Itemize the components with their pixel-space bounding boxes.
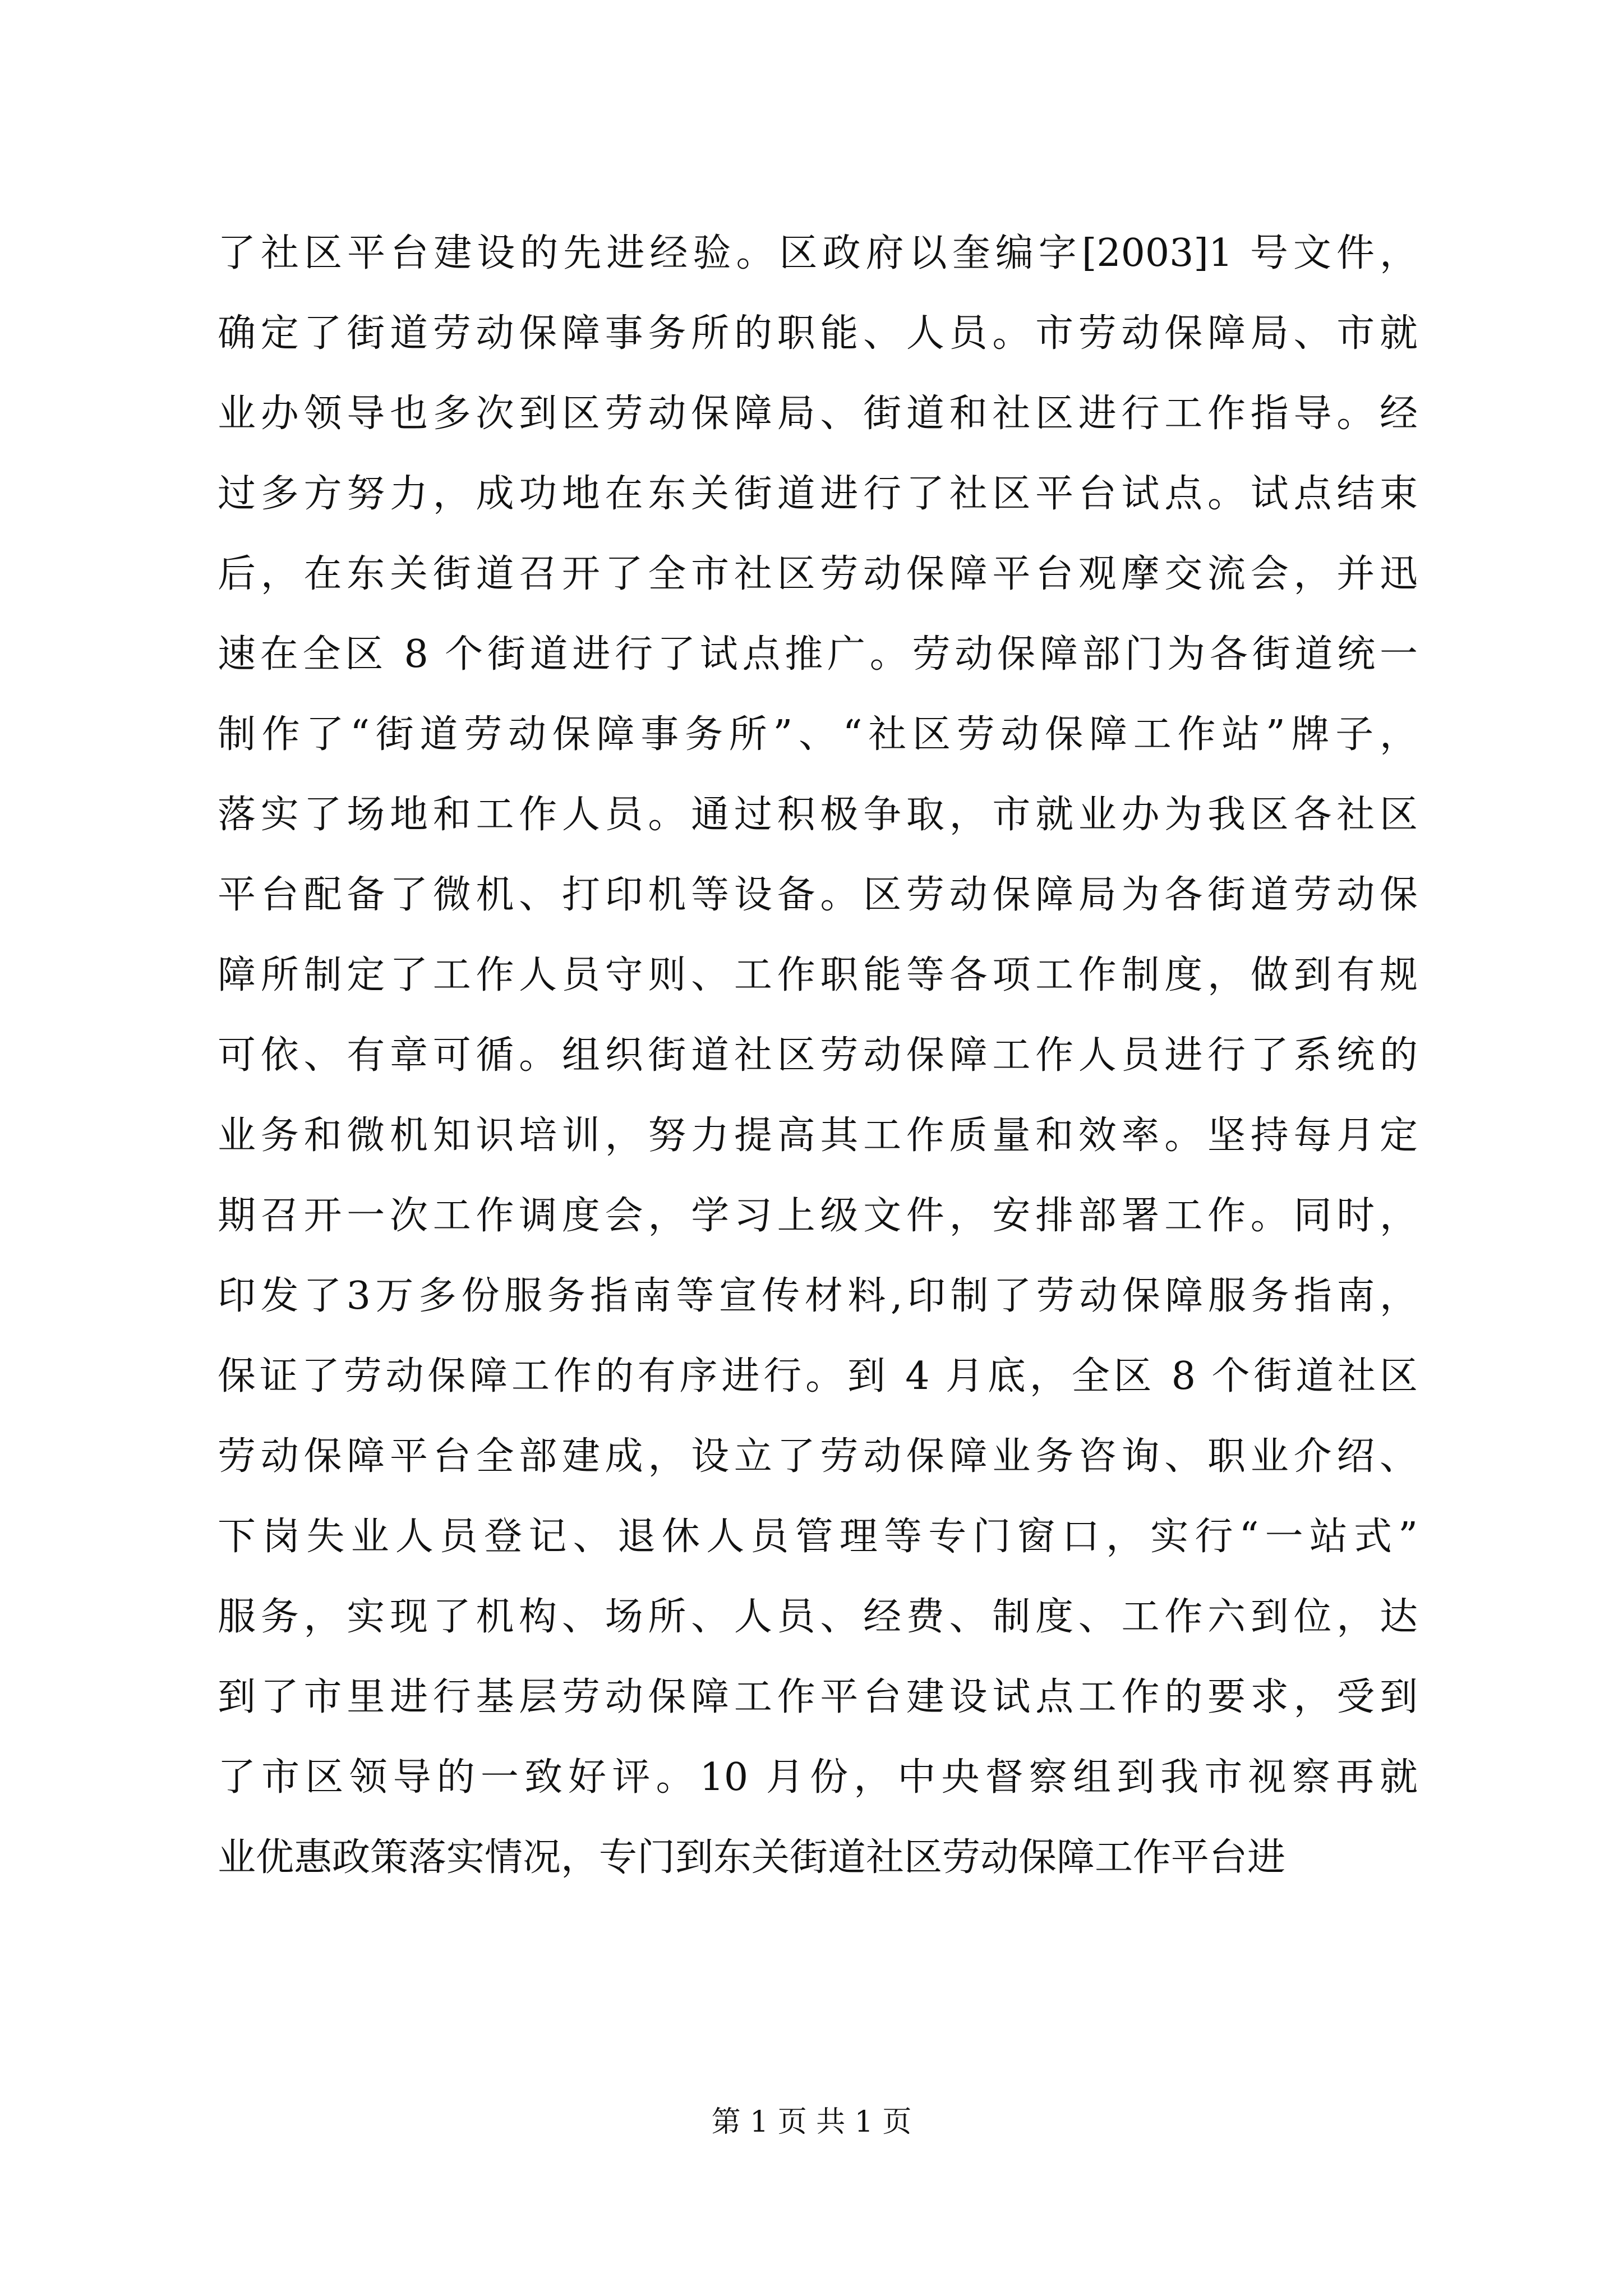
- text-line-13: 期召开一次工作调度会，学习上级文件，安排部署工作。同时，: [218, 1194, 1418, 1238]
- text-line-3: 业办领导也多次到区劳动保障局、街道和社区进行工作指导。经: [218, 392, 1418, 436]
- text-line-5: 后，在东关街道召开了全市社区劳动保障平台观摩交流会，并迅: [218, 552, 1418, 596]
- text-line-19: 到了市里进行基层劳动保障工作平台建设试点工作的要求，受到: [218, 1675, 1418, 1719]
- text-line-20: 了市区领导的一致好评。10 月份，中央督察组到我市视察再就: [218, 1755, 1418, 1800]
- text-line-10: 障所制定了工作人员守则、工作职能等各项工作制度，做到有规: [218, 953, 1418, 997]
- text-line-8: 落实了场地和工作人员。通过积极争取，市就业办为我区各社区: [218, 793, 1418, 837]
- text-line-15: 保证了劳动保障工作的有序进行。到 4 月底，全区 8 个街道社区: [218, 1354, 1418, 1398]
- text-line-14: 印发了3万多份服务指南等宣传材料,印制了劳动保障服务指南，: [218, 1274, 1418, 1318]
- text-line-21: 业优惠政策落实情况，专门到东关街道社区劳动保障工作平台进: [218, 1835, 1286, 1880]
- text-line-1: 了社区平台建设的先进经验。区政府以奎编字[2003]1 号文件，: [218, 231, 1418, 275]
- text-line-4: 过多方努力，成功地在东关街道进行了社区平台试点。试点结束: [218, 472, 1418, 516]
- text-line-9: 平台配备了微机、打印机等设备。区劳动保障局为各街道劳动保: [218, 873, 1418, 917]
- text-line-7: 制作了“街道劳动保障事务所”、“社区劳动保障工作站”牌子，: [218, 712, 1418, 757]
- body-text: [218, 213, 1418, 1898]
- page-footer: [0, 2102, 1623, 2142]
- text-line-17: 下岗失业人员登记、退休人员管理等专门窗口，实行“一站式”: [218, 1515, 1418, 1559]
- text-line-16: 劳动保障平台全部建成，设立了劳动保障业务咨询、职业介绍、: [218, 1434, 1418, 1479]
- text-line-12: 业务和微机知识培训，努力提高其工作质量和效率。坚持每月定: [218, 1114, 1418, 1158]
- page-number-label: 第 1 页 共 1 页: [711, 2105, 912, 2139]
- text-line-6: 速在全区 8 个街道进行了试点推广。劳动保障部门为各街道统一: [218, 632, 1418, 677]
- text-line-2: 确定了街道劳动保障事务所的职能、人员。市劳动保障局、市就: [218, 311, 1418, 356]
- text-line-18: 服务，实现了机构、场所、人员、经费、制度、工作六到位，达: [218, 1595, 1418, 1639]
- text-line-11: 可依、有章可循。组织街道社区劳动保障工作人员进行了系统的: [218, 1033, 1418, 1078]
